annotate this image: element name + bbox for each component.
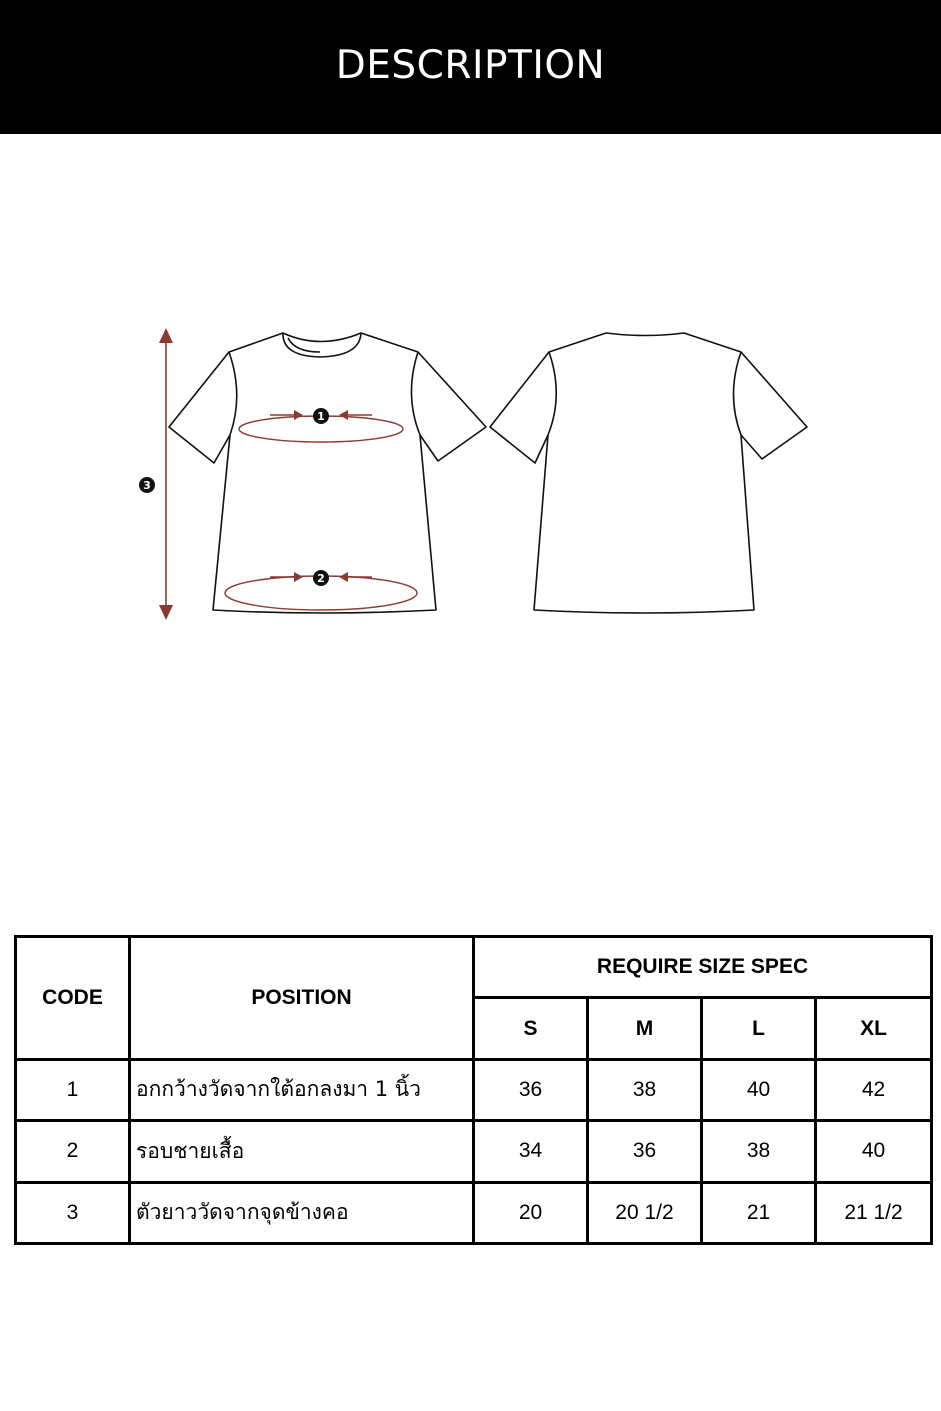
table-row <box>16 1182 932 1243</box>
row-value: 38 <box>702 1121 816 1182</box>
row-value: 38 <box>588 1059 702 1120</box>
row-value: 36 <box>474 1059 588 1120</box>
header-position: POSITION <box>130 937 474 1060</box>
row-value: 40 <box>816 1121 932 1182</box>
row-position: อกกว้างวัดจากใต้อกลงมา 1 นิ้ว <box>130 1059 474 1120</box>
header-bar <box>0 0 941 134</box>
tshirt-diagram <box>0 300 941 640</box>
header-spec-group: REQUIRE SIZE SPEC <box>474 937 932 998</box>
row-value: 36 <box>588 1121 702 1182</box>
svg-text:3: 3 <box>143 479 151 492</box>
row-code: 2 <box>16 1121 130 1182</box>
row-value: 21 1/2 <box>816 1182 932 1243</box>
svg-text:1: 1 <box>317 410 325 423</box>
header-size-l: L <box>702 998 816 1059</box>
header-code: CODE <box>16 937 130 1060</box>
table-row <box>16 1121 932 1182</box>
row-position: ตัวยาววัดจากจุดข้างคอ <box>130 1182 474 1243</box>
row-value: 42 <box>816 1059 932 1120</box>
row-value: 40 <box>702 1059 816 1120</box>
tshirt-back <box>490 333 807 613</box>
row-value: 20 1/2 <box>588 1182 702 1243</box>
hem-measure <box>225 570 417 610</box>
row-code: 1 <box>16 1059 130 1120</box>
row-value: 20 <box>474 1182 588 1243</box>
row-code: 3 <box>16 1182 130 1243</box>
header-size-m: M <box>588 998 702 1059</box>
length-measure <box>139 328 173 620</box>
row-value: 34 <box>474 1121 588 1182</box>
row-position: รอบชายเสื้อ <box>130 1121 474 1182</box>
chest-measure <box>239 408 403 442</box>
size-spec-table <box>14 935 933 1245</box>
row-value: 21 <box>702 1182 816 1243</box>
table-row <box>16 1059 932 1120</box>
svg-text:2: 2 <box>317 572 325 585</box>
header-size-xl: XL <box>816 998 932 1059</box>
header-size-s: S <box>474 998 588 1059</box>
page-title: DESCRIPTION <box>335 42 606 88</box>
tshirt-front <box>169 333 486 613</box>
